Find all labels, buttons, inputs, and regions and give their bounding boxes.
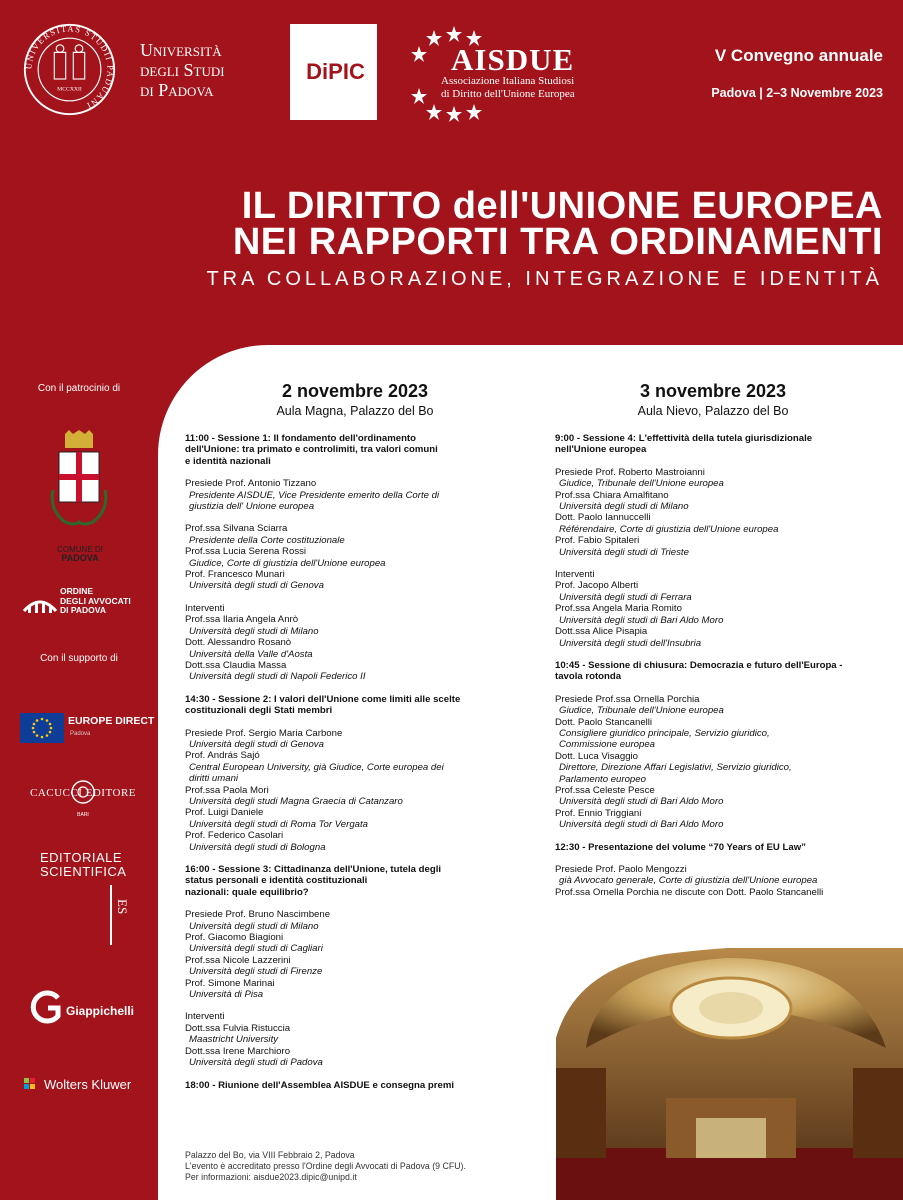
speaker-affiliation: Giudice, Tribunale dell'Unione europea: [559, 478, 724, 490]
speaker-affiliation: Università degli studi di Ferrara: [559, 591, 692, 603]
aisdue-title: AISDUE: [451, 42, 575, 77]
speaker-affiliation: diritti umani: [189, 773, 239, 785]
europe-direct-label: EUROPE DIRECT: [68, 715, 155, 727]
wolters-kluwer-label: Wolters Kluwer: [44, 1077, 132, 1092]
europe-direct-city: Padova: [70, 731, 91, 737]
spacer: [555, 853, 895, 864]
speaker-affiliation: Giudice, Tribunale dell'Unione europea: [559, 705, 724, 717]
session-title: nazionali: quale equilibrio?: [185, 886, 309, 898]
speaker-name: Dott.ssa Irene Marchioro: [185, 1045, 291, 1057]
speaker-name: Prof. Federico Casolari: [185, 830, 284, 842]
svg-text:BARI: BARI: [77, 812, 89, 818]
es-logo: ES: [110, 885, 126, 945]
svg-text:CACUCCI EDITORE: CACUCCI EDITORE: [30, 787, 136, 799]
comune-padova-crest-icon: [45, 430, 113, 550]
speaker-name: Presiede Prof. Paolo Mengozzi: [555, 864, 687, 875]
spacer: [185, 1069, 525, 1080]
aisdue-subtitle: Associazione Italiana Studiosi di Diritto dell'Unione Europea: [441, 75, 575, 100]
session-title: e identità nazionali: [185, 455, 271, 467]
day2-date: 3 novembre 2023: [639, 381, 787, 401]
speaker-name: Presiede Prof. Bruno Nascimbene: [185, 909, 331, 921]
speaker-affiliation: Università degli studi di Padova: [189, 1057, 323, 1069]
speaker-affiliation: Central European University, già Giudice, Corte europea dei: [189, 761, 444, 773]
session-title: 16:00 - Sessione 3: Cittadinanza dell'Unione, tutela degli: [185, 864, 442, 875]
speaker-affiliation: Università degli studi di Genova: [189, 580, 324, 592]
dipic-logo: DiPIC: [290, 24, 377, 120]
speaker-affiliation: Università degli studi di Bologna: [189, 841, 326, 853]
speaker-name: Dott. Paolo Iannuccelli: [555, 512, 651, 524]
speaker-name: Presiede Prof.ssa Ornella Porchia: [555, 693, 700, 705]
day2-header: [573, 381, 853, 418]
speaker-name: Dott.ssa Claudia Massa: [185, 659, 287, 671]
speaker-affiliation: Giudice, Corte di giustizia dell'Unione europea: [189, 557, 386, 569]
spacer: [185, 512, 525, 523]
speaker-affiliation: Università degli studi di Milano: [189, 625, 319, 637]
speaker-name: Prof. Simone Marinai: [185, 977, 275, 989]
session-title: nell'Unione europea: [555, 444, 647, 456]
speaker-affiliation: Università degli studi di Roma Tor Vergata: [189, 818, 368, 830]
main-title: IL DIRITTO dell'UNIONE EUROPEA NEI RAPPORTI TRA ORDINAMENTI: [232, 185, 883, 263]
speaker-name: Prof.ssa Lucia Serena Rossi: [185, 546, 307, 558]
speaker-affiliation: giustizia dell' Unione europea: [189, 501, 315, 513]
speaker-name: Prof.ssa Nicole Lazzerini: [185, 954, 291, 966]
spacer: [185, 683, 525, 694]
speaker-affiliation: Università degli studi di Milano: [559, 501, 689, 513]
speaker-name: Dott.ssa Alice Pisapia: [555, 626, 648, 638]
speaker-affiliation: Référendaire, Corte di giustizia dell'Unione europea: [559, 523, 779, 535]
subtitle: TRA COLLABORAZIONE, INTEGRAZIONE E IDENTITÀ: [206, 268, 883, 290]
day2-program: [555, 433, 895, 898]
comune-padova-label: COMUNE DI PADOVA: [57, 545, 103, 563]
session-title: dell'Unione: tra primato e controlimiti, tra valori comuni: [185, 444, 438, 456]
speaker-name: Presiede Prof. Antonio Tizzano: [185, 478, 317, 490]
speaker-affiliation: Parlamento europeo: [559, 773, 646, 785]
day1-place: Aula Magna, Palazzo del Bo: [276, 404, 434, 418]
spacer: [555, 649, 895, 660]
convegno-label: V Convegno annuale: [714, 46, 883, 65]
university-name: Università degli Studi di Padova: [140, 40, 225, 100]
speaker-affiliation: Università degli studi di Firenze: [189, 966, 323, 978]
speaker-name: Prof.ssa Angela Maria Romito: [555, 603, 682, 615]
speaker-name: Prof.ssa Paola Mori: [185, 784, 269, 796]
speaker-name: Dott. Luca Visaggio: [555, 750, 639, 762]
speaker-affiliation: Università degli studi di Bari Aldo Moro: [559, 796, 724, 808]
eu-flag-icon: [20, 713, 64, 743]
speaker-affiliation: Università della Valle d'Aosta: [189, 648, 313, 660]
speaker-affiliation: Università degli studi di Bari Aldo Moro: [559, 819, 724, 831]
session-title: 14:30 - Sessione 2: I valori dell'Unione come limiti alle scelte: [185, 693, 461, 705]
speaker-affiliation: Università degli studi di Trieste: [559, 546, 689, 558]
speaker-affiliation: Università degli studi di Genova: [189, 738, 324, 750]
day1-date: 2 novembre 2023: [281, 381, 429, 401]
speaker-affiliation: Università degli studi di Cagliari: [189, 943, 323, 955]
session-title: 10:45 - Sessione di chiusura: Democrazia e futuro dell'Europa -: [555, 659, 843, 671]
session-title: tavola rotonda: [555, 671, 622, 683]
day2-place: Aula Nievo, Palazzo del Bo: [637, 404, 789, 418]
session-title: 11:00 - Sessione 1: Il fondamento dell'ordinamento: [185, 433, 416, 444]
speaker-name: Interventi: [185, 602, 225, 614]
speaker-name: Presiede Prof. Roberto Mastroianni: [555, 466, 705, 478]
spacer: [185, 853, 525, 864]
speaker-name: Prof. Luigi Daniele: [185, 807, 264, 819]
avvocati-label: ORDINE DEGLI AVVOCATI DI PADOVA: [60, 586, 131, 615]
spacer: [555, 456, 895, 467]
speaker-name: Prof. Fabio Spitaleri: [555, 535, 640, 547]
speaker-name: Prof. Jacopo Alberti: [555, 580, 639, 592]
session-title: 9:00 - Sessione 4: L'effettività della tutela giurisdizionale: [555, 433, 813, 444]
speaker-name: Prof.ssa Ilaria Angela Anrò: [185, 614, 299, 626]
spacer: [185, 1000, 525, 1011]
speaker-name: Prof.ssa Chiara Amalfitano: [555, 489, 669, 501]
speaker-affiliation: Università degli studi Magna Graecia di Catanzaro: [189, 795, 403, 807]
cacucci-logo-icon: [18, 778, 148, 822]
day1-header: [215, 381, 495, 418]
spacer: [185, 717, 525, 728]
editoriale-scientifica-label: EDITORIALE SCIENTIFICA: [40, 850, 127, 879]
speaker-name: Prof.ssa Celeste Pesce: [555, 784, 655, 796]
session-title: costituzionali degli Stati membri: [185, 705, 333, 717]
university-seal-icon: [22, 22, 117, 117]
footer-info: Palazzo del Bo, via VIII Febbraio 2, Padova L'evento è accreditato presso l'Ordine degli Avvocati di Padova (9 CFU). Per informazioni: aisdue2023.dipic@unipd.it: [185, 1150, 466, 1182]
patrocinio-label: Con il patrocinio di: [37, 383, 121, 394]
speaker-name: Dott. Alessandro Rosanò: [185, 637, 292, 649]
speaker-affiliation: Consigliere giuridico principale, Servizio giuridico,: [559, 727, 770, 739]
giappichelli-label: Giappichelli: [66, 1004, 135, 1018]
speaker-affiliation: Presidente della Corte costituzionale: [189, 534, 345, 546]
speaker-affiliation: Presidente AISDUE, Vice Presidente emerito della Corte di: [189, 489, 440, 501]
speaker-name: Interventi: [555, 569, 595, 581]
speaker-name: Prof. András Sajó: [185, 750, 260, 762]
session-title: status personali e identità costituzionali: [185, 875, 368, 887]
spacer: [185, 592, 525, 603]
svg-text:MCCXXII: MCCXXII: [57, 86, 82, 93]
speaker-affiliation: Università degli studi di Milano: [189, 920, 319, 932]
speaker-name: Dott. Paolo Stancanelli: [555, 716, 653, 728]
speaker-name: Prof. Francesco Munari: [185, 569, 285, 581]
spacer: [185, 898, 525, 909]
day1-program: [185, 433, 525, 1091]
speaker-affiliation: Direttore, Direzione Affari Legislativi, Servizio giuridico,: [559, 762, 792, 774]
speaker-affiliation: Università degli studi di Bari Aldo Moro: [559, 614, 724, 626]
aula-photo: [556, 948, 903, 1200]
speaker-name: Prof.ssa Ornella Porchia ne discute con Dott. Paolo Stancanelli: [555, 886, 824, 898]
spacer: [555, 683, 895, 694]
speaker-affiliation: Università di Pisa: [189, 989, 264, 1001]
speaker-affiliation: Maastricht University: [189, 1034, 279, 1046]
convegno-date: Padova | 2–3 Novembre 2023: [711, 86, 883, 100]
speaker-name: Prof. Ennio Triggiani: [555, 807, 642, 819]
speaker-affiliation: già Avvocato generale, Corte di giustizia dell'Unione europea: [559, 875, 818, 887]
session-title: 18:00 - Riunione dell'Assemblea AISDUE e consegna premi: [185, 1079, 455, 1091]
spacer: [555, 558, 895, 569]
speaker-name: Prof. Giacomo Biagioni: [185, 932, 284, 944]
speaker-affiliation: Università degli studi dell'Insubria: [559, 637, 702, 649]
speaker-name: Dott.ssa Fulvia Ristuccia: [185, 1022, 291, 1034]
supporto-label: Con il supporto di: [40, 653, 118, 664]
speaker-name: Prof.ssa Silvana Sciarra: [185, 523, 288, 535]
spacer: [185, 467, 525, 478]
session-title: 12:30 - Presentazione del volume “70 Years of EU Law”: [555, 841, 806, 853]
spacer: [555, 831, 895, 842]
speaker-affiliation: Commissione europea: [559, 739, 655, 751]
speaker-affiliation: Università degli studi di Napoli Federico II: [189, 671, 366, 683]
svg-text:UNIVERSITAS STUDII PADUANI: UNIVERSITAS STUDII PADUANI: [23, 23, 116, 112]
speaker-name: Interventi: [185, 1011, 225, 1023]
speaker-name: Presiede Prof. Sergio Maria Carbone: [185, 727, 343, 739]
